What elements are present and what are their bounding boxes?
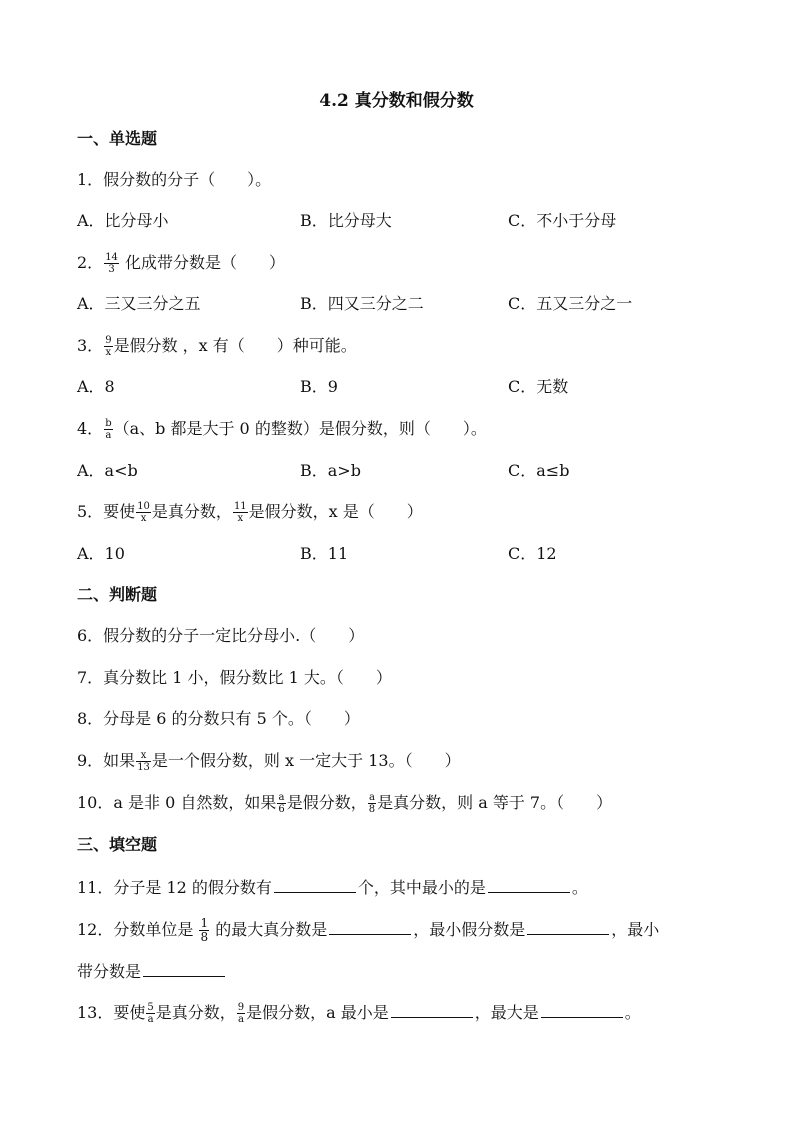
denominator: a [147,1014,154,1025]
q12-text-1: 12．分数单位是 [77,920,194,939]
q2-fraction [104,252,119,275]
question-1: 1．假分数的分子（ ）。 [77,170,272,189]
question-11 [77,874,588,900]
numerator: a [278,792,285,803]
q4-text: （a、b 都是大于 0 的整数）是假分数，则（ ）。 [113,419,487,438]
denominator: a [237,1014,244,1025]
denominator: 8 [200,930,209,944]
denominator: 8 [368,804,376,815]
q12-text-4: ，最小 [611,920,660,939]
q13-text-mid: 是真分数， [155,1003,236,1022]
q10-fraction-2 [368,792,376,815]
q13-fraction-1 [146,1002,154,1025]
numerator: 1 [200,916,209,930]
denominator: x [140,513,147,524]
question-8: 8．分母是 6 的分数只有 5 个。（ ） [77,709,360,728]
section-heading-true-false: 二、判断题 [77,585,158,604]
section-heading-fill-blank: 三、填空题 [77,835,158,854]
q5-number: 5．要使 [77,502,136,521]
q13-number: 13．要使 [77,1003,146,1022]
q1-option-b: B．比分母大 [300,211,392,230]
q13-fraction-2 [237,1002,245,1025]
question-12-continued [77,958,227,984]
q13-text-4: 。 [624,1003,641,1022]
numerator: 14 [105,252,118,263]
q11-text-1: 11．分子是 12 的假分数有 [77,878,272,897]
question-7: 7．真分数比 1 小，假分数比 1 大。（ ） [77,668,392,687]
q10-fraction-1 [277,792,285,815]
q12-fraction [199,917,209,944]
denominator: 3 [108,264,115,275]
q5-fraction-1 [136,501,151,524]
q5-option-b: B．11 [300,544,349,563]
q13-text-3: ，最大是 [474,1003,539,1022]
numerator: a [368,792,375,803]
section-heading-single-choice: 一、单选题 [77,129,158,148]
question-12 [77,916,659,942]
q3-fraction [104,335,112,358]
question-6: 6．假分数的分子一定比分母小.（ ） [77,626,365,645]
q4-option-b: B．a>b [300,461,361,480]
q5-option-a: A．10 [77,544,125,563]
numerator: 11 [233,501,247,512]
q5-fraction-2 [233,501,248,524]
numerator: 10 [137,501,150,512]
q3-text: 是假分数 ，x 有（ ）种可能。 [113,336,357,355]
q4-option-c: C．a≤b [508,461,570,480]
numerator: x [136,750,151,762]
numerator: 9 [105,335,112,346]
q10-text-mid: 是假分数， [286,793,367,812]
answer-blank[interactable] [541,999,623,1018]
q12-text-2: 的最大真分数是 [215,920,328,939]
denominator: a [105,430,112,441]
denominator: 13 [137,762,150,773]
answer-blank[interactable] [329,916,411,935]
numerator: 9 [237,1002,245,1013]
q3-option-b: B．9 [300,377,338,396]
q9-number: 9．如果 [77,751,136,770]
question-3 [77,333,357,359]
q9-text: 是一个假分数，则 x 一定大于 13。（ ） [151,751,461,770]
q3-number: 3． [77,336,104,355]
q2-option-b: B．四又三分之二 [300,294,424,313]
q9-fraction [136,750,151,773]
q10-text: 是真分数，则 a 等于 7。（ ） [377,793,613,812]
page-title: 4.2 真分数和假分数 [319,91,474,111]
q11-text-3: 。 [571,878,588,897]
q5-text-mid: 是真分数， [151,502,232,521]
answer-blank[interactable] [143,958,225,977]
q4-number: 4． [77,419,104,438]
question-10 [77,790,612,816]
numerator: b [105,418,112,429]
question-2 [77,250,285,276]
q5-text: 是假分数，x 是（ ） [248,502,423,521]
question-9 [77,748,461,774]
question-5 [77,499,423,525]
answer-blank[interactable] [274,874,356,893]
numerator: 5 [147,1002,154,1013]
q13-text-2: 是假分数，a 最小是 [246,1003,389,1022]
q3-option-c: C．无数 [508,377,569,396]
q12-text-3: ，最小假分数是 [413,920,526,939]
denominator: 6 [278,804,285,815]
q2-number: 2． [77,253,104,272]
answer-blank[interactable] [527,916,609,935]
q4-fraction [104,418,112,441]
denominator: x [237,513,244,524]
denominator: x [105,347,112,358]
q11-text-2: 个，其中最小的是 [357,878,486,897]
answer-blank[interactable] [391,999,473,1018]
q12-text-5: 带分数是 [77,962,142,981]
question-13 [77,999,641,1025]
q2-text: 化成带分数是（ ） [125,253,286,272]
answer-blank[interactable] [488,874,570,893]
q2-option-a: A．三又三分之五 [77,294,201,313]
question-4 [77,416,487,442]
q4-option-a: A．a<b [77,461,138,480]
q1-option-a: A．比分母小 [77,211,169,230]
q2-option-c: C．五又三分之一 [508,294,633,313]
q1-option-c: C．不小于分母 [508,211,617,230]
q3-option-a: A．8 [77,377,115,396]
q5-option-c: C．12 [508,544,557,563]
q10-number: 10．a 是非 0 自然数，如果 [77,793,277,812]
